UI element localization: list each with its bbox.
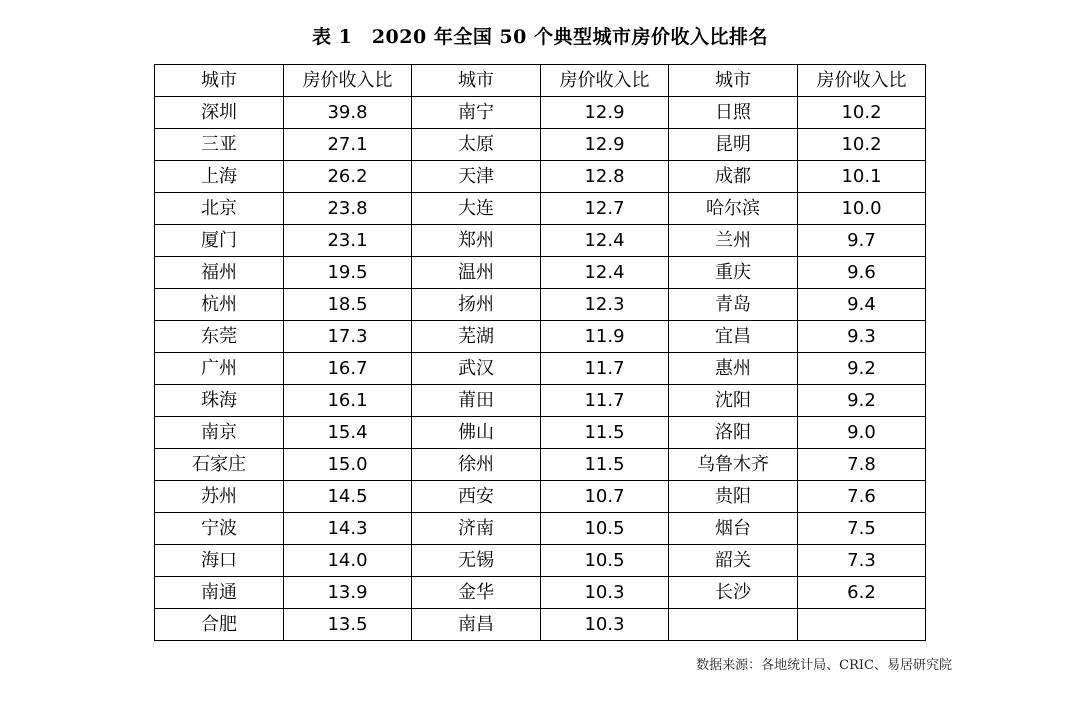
- table-row: [155, 161, 926, 193]
- header-city: 城市: [155, 65, 284, 97]
- ratio-cell: 23.1: [284, 225, 412, 257]
- city-cell: 青岛: [669, 289, 798, 321]
- city-cell: 南通: [155, 577, 284, 609]
- city-cell: 合肥: [155, 609, 284, 641]
- ratio-cell: 18.5: [284, 289, 412, 321]
- city-cell: 韶关: [669, 545, 798, 577]
- city-cell: 东莞: [155, 321, 284, 353]
- ratio-cell: 10.2: [798, 129, 926, 161]
- ratio-cell: 13.9: [284, 577, 412, 609]
- city-cell: 宁波: [155, 513, 284, 545]
- city-cell: 洛阳: [669, 417, 798, 449]
- table-row: [155, 417, 926, 449]
- ratio-cell: 27.1: [284, 129, 412, 161]
- ratio-cell: 7.5: [798, 513, 926, 545]
- ratio-cell: 14.3: [284, 513, 412, 545]
- table-row: [155, 545, 926, 577]
- ratio-cell: 14.5: [284, 481, 412, 513]
- ratio-cell: 11.5: [541, 417, 669, 449]
- ratio-cell: 7.6: [798, 481, 926, 513]
- city-cell: 深圳: [155, 97, 284, 129]
- city-cell: 太原: [412, 129, 541, 161]
- city-cell: 兰州: [669, 225, 798, 257]
- table-row: [155, 385, 926, 417]
- table-row: [155, 481, 926, 513]
- header-city: 城市: [412, 65, 541, 97]
- ratio-cell: 15.4: [284, 417, 412, 449]
- ratio-cell: 10.2: [798, 97, 926, 129]
- ratio-cell: 10.3: [541, 577, 669, 609]
- ratio-cell: 13.5: [284, 609, 412, 641]
- city-cell: 南京: [155, 417, 284, 449]
- ratio-cell: 26.2: [284, 161, 412, 193]
- city-cell: 扬州: [412, 289, 541, 321]
- ratio-cell: 12.3: [541, 289, 669, 321]
- city-cell: 重庆: [669, 257, 798, 289]
- ratio-cell: 9.4: [798, 289, 926, 321]
- city-cell: 南宁: [412, 97, 541, 129]
- table-row: [155, 97, 926, 129]
- city-cell: 日照: [669, 97, 798, 129]
- source-note: 数据来源：各地统计局、CRIC、易居研究院: [696, 658, 952, 673]
- city-cell: 广州: [155, 353, 284, 385]
- city-cell: 珠海: [155, 385, 284, 417]
- ratio-cell: 12.7: [541, 193, 669, 225]
- city-cell: 上海: [155, 161, 284, 193]
- ratio-cell: 7.3: [798, 545, 926, 577]
- table-row: [155, 513, 926, 545]
- table-row: [155, 289, 926, 321]
- ratio-cell: 9.0: [798, 417, 926, 449]
- ratio-cell: 19.5: [284, 257, 412, 289]
- ratio-cell: 12.9: [541, 129, 669, 161]
- city-cell: 哈尔滨: [669, 193, 798, 225]
- ratio-cell: 10.1: [798, 161, 926, 193]
- city-cell: 成都: [669, 161, 798, 193]
- header-city: 城市: [669, 65, 798, 97]
- ratio-cell: 10.7: [541, 481, 669, 513]
- city-cell: 佛山: [412, 417, 541, 449]
- city-cell: 金华: [412, 577, 541, 609]
- ratio-cell: 11.7: [541, 385, 669, 417]
- city-cell: 惠州: [669, 353, 798, 385]
- ratio-cell: 7.8: [798, 449, 926, 481]
- city-cell: 杭州: [155, 289, 284, 321]
- city-cell: 无锡: [412, 545, 541, 577]
- city-cell: 三亚: [155, 129, 284, 161]
- city-cell: 乌鲁木齐: [669, 449, 798, 481]
- city-ranking-table: [154, 64, 926, 641]
- ratio-cell: 6.2: [798, 577, 926, 609]
- city-cell: 济南: [412, 513, 541, 545]
- city-cell: 芜湖: [412, 321, 541, 353]
- city-cell: 烟台: [669, 513, 798, 545]
- city-cell: 徐州: [412, 449, 541, 481]
- table-row: [155, 225, 926, 257]
- city-cell: 莆田: [412, 385, 541, 417]
- city-cell: 长沙: [669, 577, 798, 609]
- ratio-cell: 12.4: [541, 257, 669, 289]
- table-body: [155, 97, 926, 641]
- table-row: [155, 129, 926, 161]
- ratio-cell: 39.8: [284, 97, 412, 129]
- city-cell: 郑州: [412, 225, 541, 257]
- city-cell: 厦门: [155, 225, 284, 257]
- ratio-cell: 15.0: [284, 449, 412, 481]
- city-cell: 武汉: [412, 353, 541, 385]
- table-row: [155, 609, 926, 641]
- ratio-cell: 9.7: [798, 225, 926, 257]
- table-header-row: [155, 65, 926, 97]
- city-cell: 温州: [412, 257, 541, 289]
- ratio-cell: 9.3: [798, 321, 926, 353]
- ratio-cell: 11.7: [541, 353, 669, 385]
- ratio-cell: 14.0: [284, 545, 412, 577]
- city-cell: 福州: [155, 257, 284, 289]
- city-cell: 昆明: [669, 129, 798, 161]
- header-ratio: 房价收入比: [284, 65, 412, 97]
- header-ratio: 房价收入比: [541, 65, 669, 97]
- city-cell: [669, 609, 798, 641]
- ratio-cell: 10.0: [798, 193, 926, 225]
- ratio-cell: 12.9: [541, 97, 669, 129]
- ratio-cell: 11.9: [541, 321, 669, 353]
- city-cell: 贵阳: [669, 481, 798, 513]
- header-ratio: 房价收入比: [798, 65, 926, 97]
- ratio-cell: 10.3: [541, 609, 669, 641]
- table-row: [155, 257, 926, 289]
- table-row: [155, 577, 926, 609]
- city-cell: 大连: [412, 193, 541, 225]
- ratio-cell: 17.3: [284, 321, 412, 353]
- city-cell: 北京: [155, 193, 284, 225]
- ratio-cell: 16.7: [284, 353, 412, 385]
- ratio-cell: 9.2: [798, 385, 926, 417]
- city-cell: 苏州: [155, 481, 284, 513]
- ratio-cell: 9.6: [798, 257, 926, 289]
- table-row: [155, 321, 926, 353]
- ratio-cell: 23.8: [284, 193, 412, 225]
- city-cell: 南昌: [412, 609, 541, 641]
- table-row: [155, 353, 926, 385]
- ratio-cell: 16.1: [284, 385, 412, 417]
- city-cell: 海口: [155, 545, 284, 577]
- city-cell: 西安: [412, 481, 541, 513]
- ratio-cell: 10.5: [541, 545, 669, 577]
- table-row: [155, 193, 926, 225]
- ratio-cell: 12.4: [541, 225, 669, 257]
- city-cell: 沈阳: [669, 385, 798, 417]
- ratio-cell: [798, 609, 926, 641]
- city-cell: 石家庄: [155, 449, 284, 481]
- ratio-cell: 11.5: [541, 449, 669, 481]
- city-cell: 天津: [412, 161, 541, 193]
- ratio-cell: 10.5: [541, 513, 669, 545]
- ratio-cell: 9.2: [798, 353, 926, 385]
- table-row: [155, 449, 926, 481]
- ratio-cell: 12.8: [541, 161, 669, 193]
- table-title: 表 1 2020 年全国 50 个典型城市房价收入比排名: [311, 26, 768, 48]
- city-cell: 宜昌: [669, 321, 798, 353]
